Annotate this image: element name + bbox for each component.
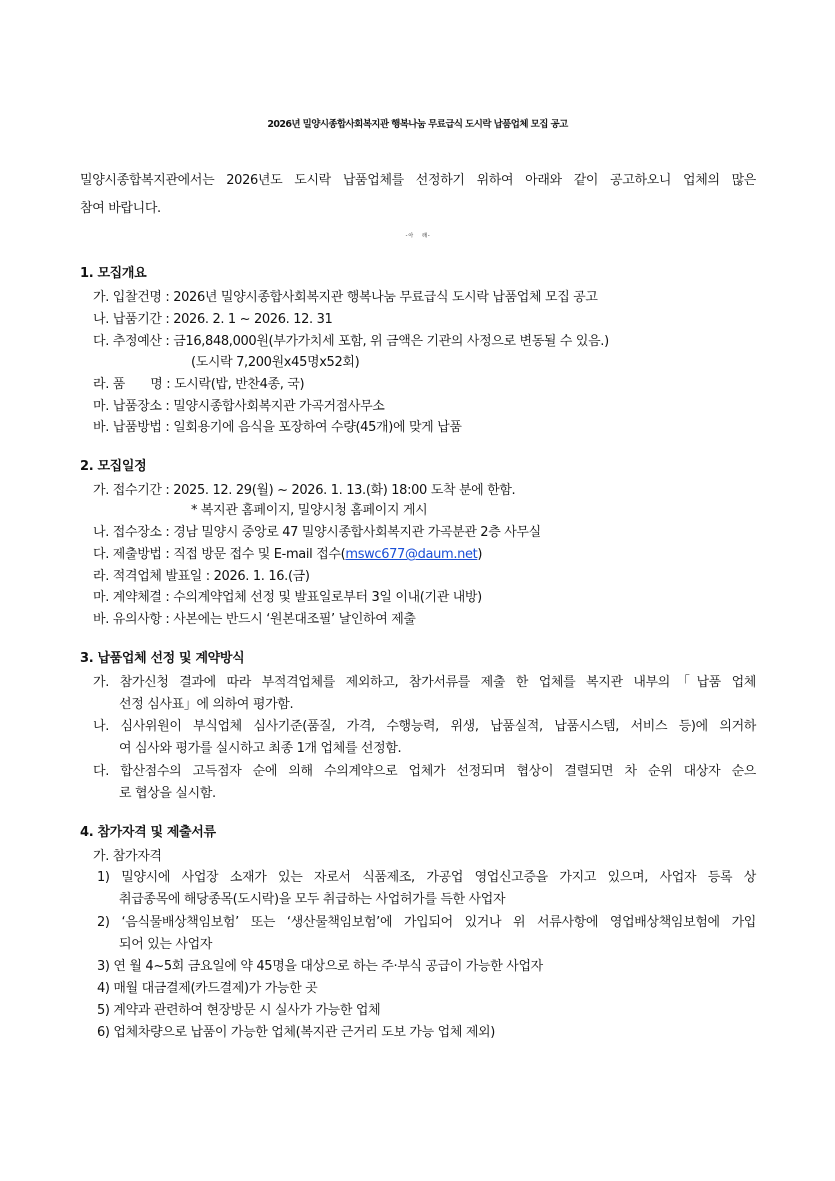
list-item-text: 다. 제출방법 : 직접 방문 접수 및 E-mail 접수( (93, 547, 346, 562)
list-item-continuation: 선정 심사표」에 의하여 평가함. (119, 697, 294, 712)
sub-list-item: 4) 매월 대금결제(카드결제)가 가능한 곳 (97, 981, 318, 996)
list-item: 바. 납품방법 : 일회용기에 음식을 포장하여 수량(45개)에 맞게 납품 (93, 420, 462, 435)
list-item-continuation: 여 심사와 평가를 실시하고 최종 1개 업체를 선정함. (119, 741, 402, 756)
sub-list-item: 5) 계약과 관련하여 현장방문 시 실사가 가능한 업체 (97, 1003, 381, 1018)
list-item: 가. 참가자격 (93, 849, 162, 864)
sub-list-item: 2) ‘음식물배상책임보험’ 또는 ‘생산물책임보험’에 가입되어 있거나 위 서류사항에 영업배상책임보험에 가입 (97, 915, 756, 930)
list-item-continuation: 로 협상을 실시함. (119, 786, 216, 801)
list-item: 가. 참가신청 결과에 따라 부적격업체를 제외하고, 참가서류를 제출 한 업체를 복지관 내부의「납품 업체 (93, 675, 756, 690)
intro-line: 밀양시종합복지관에서는 2026년도 도시락 납품업체를 선정하기 위하여 아래와 같이 공고하오니 업체의 많은 (80, 173, 756, 188)
section-heading: 4. 참가자격 및 제출서류 (80, 825, 216, 840)
list-item-note: * 복지관 홈페이지, 밀양시청 홈페이지 게시 (191, 503, 428, 518)
list-item: 다. 추정예산 : 금16,848,000원(부가가치세 포함, 위 금액은 기관의 사정으로 변동될 수 있음.) (93, 334, 609, 349)
list-item: 라. 적격업체 발표일 : 2026. 1. 16.(금) (93, 569, 310, 584)
list-item: 나. 접수장소 : 경남 밀양시 중앙로 47 밀양시종합사회복지관 가곡분관 2층 사무실 (93, 525, 541, 540)
section-heading: 2. 모집일정 (80, 459, 147, 474)
list-item: 라. 품 명 : 도시락(밥, 반찬4종, 국) (93, 377, 305, 392)
below-marker: - 아 래 - (405, 233, 430, 239)
sub-list-item: 6) 업체차량으로 납품이 가능한 업체(복지관 근거리 도보 가능 업체 제외) (97, 1025, 495, 1040)
sub-list-item: 1) 밀양시에 사업장 소재가 있는 자로서 식품제조, 가공업 영업신고증을 가지고 있으며, 사업자 등록 상 (97, 870, 756, 885)
list-item: 나. 납품기간 : 2026. 2. 1 ~ 2026. 12. 31 (93, 312, 333, 327)
list-item (93, 546, 482, 564)
intro-line: 참여 바랍니다. (80, 201, 161, 216)
list-item: 마. 계약체결 : 수의계약업체 선정 및 발표일로부터 3일 이내(기관 내방) (93, 590, 482, 605)
list-item: 가. 접수기간 : 2025. 12. 29(월) ~ 2026. 1. 13.(화) 18:00 도착 분에 한함. (93, 483, 516, 498)
list-item: 다. 합산점수의 고득점자 순에 의해 수의계약으로 업체가 선정되며 협상이 결렬되면 차 순위 대상자 순으 (93, 764, 756, 779)
sub-list-item-continuation: 되어 있는 사업자 (119, 937, 213, 952)
list-item-continuation: (도시락 7,200원x45명x52회) (191, 355, 360, 370)
section-heading: 1. 모집개요 (80, 266, 147, 281)
document-title: 2026년 밀양시종합사회복지관 행복나눔 무료급식 도시락 납품업체 모집 공고 (267, 119, 568, 130)
list-item: 바. 유의사항 : 사본에는 반드시 ‘원본대조필’ 날인하여 제출 (93, 612, 416, 627)
list-item: 나. 심사위원이 부식업체 심사기준(품질, 가격, 수행능력, 위생, 납품실적, 납품시스템, 서비스 등)에 의거하 (93, 719, 756, 734)
list-item-text: ) (477, 547, 483, 562)
sub-list-item-continuation: 취급종목에 해당종목(도시락)을 모두 취급하는 사업허가를 득한 사업자 (119, 892, 506, 907)
list-item: 마. 납품장소 : 밀양시종합사회복지관 가곡거점사무소 (93, 399, 385, 414)
sub-list-item: 3) 연 월 4~5회 금요일에 약 45명을 대상으로 하는 주·부식 공급이 가능한 사업자 (97, 959, 543, 974)
email-link[interactable]: mswc677@daum.net (345, 547, 478, 562)
list-item: 가. 입찰건명 : 2026년 밀양시종합사회복지관 행복나눔 무료급식 도시락 납품업체 모집 공고 (93, 290, 598, 305)
section-heading: 3. 납품업체 선정 및 계약방식 (80, 651, 245, 666)
